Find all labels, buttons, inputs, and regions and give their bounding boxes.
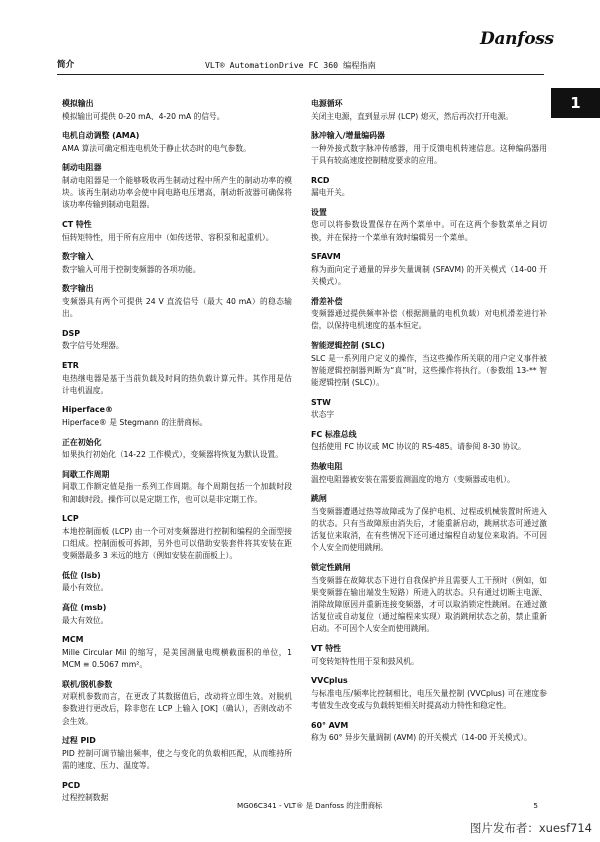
glossary-definition: 称为面向定子通量的异步矢量调制 (SFAVM) 的开关模式（14-00 开关模式）。: [311, 264, 547, 286]
glossary-entry: [311, 675, 547, 712]
glossary-definition: 当变频器遭遇过热等故障或为了保护电机、过程或机械装置时所进入的状态。只有当故障原由消失后，才能重新启动，跳闸状态可通过激活复位来取消，在有些情况下还可通过编程自动复位来取消。不可因个人安全而使用跳闸。: [311, 506, 547, 553]
glossary-term: 设置: [311, 207, 327, 217]
glossary-definition: 间歇工作额定值是指一系列工作周期。每个周期包括一个加载时段和卸载时段。操作可以是定期工作，也可以是非定期工作。: [62, 482, 292, 504]
glossary-entry: [62, 130, 292, 155]
glossary-entry: [62, 469, 292, 506]
glossary-entry: [62, 219, 292, 244]
glossary-entry: [311, 397, 547, 422]
glossary-definition: 可变转矩特性用于泵和鼓风机。: [311, 656, 419, 666]
glossary-definition: 数字输入可用于控制变频器的各项功能。: [62, 264, 201, 274]
glossary-term: 电机自动调整 (AMA): [62, 131, 140, 141]
glossary-term: Hiperface®: [62, 405, 113, 415]
glossary-entry: [311, 429, 547, 454]
glossary-term: 热敏电阻: [311, 462, 343, 472]
glossary-definition: PID 控制可调节输出频率，使之与变化的负载相匹配，从而维持所需的速度、压力、温度等。: [62, 748, 292, 770]
glossary-term: SFAVM: [311, 252, 341, 262]
glossary-definition: 过程控制数据: [62, 793, 109, 803]
glossary-entry: [62, 283, 292, 320]
glossary-term: 60° AVM: [311, 720, 349, 730]
glossary-term: 制动电阻器: [62, 163, 102, 173]
glossary-definition: 变频器具有两个可提供 24 V 直流信号（最大 40 mA）的稳态输出。: [62, 296, 292, 319]
glossary-definition: 对联机参数而言，在更改了其数据值后，改动将立即生效。对脱机参数进行更改后，除非您在 LCP 上输入 [OK]（确认），否则改动不会生效。: [62, 692, 292, 726]
glossary-definition: 当变频器在故障状态下进行自我保护并且需要人工干预时（例如，如果变频器在输出端发生短路）所进入的状态。只有通过切断主电源、消除故障原因并重新连接变频器，才可以取消锁定性跳闸。在通过激活复位或自动复位（通过编程来实现）取消跳闸状态之前，禁止重新启动。不可因个人安全而使用跳闸。: [311, 575, 547, 634]
glossary-term: 模拟输出: [62, 99, 94, 108]
glossary-term: STW: [311, 397, 331, 407]
glossary-entry: [62, 570, 292, 595]
glossary-definition: 恒转矩特性，用于所有应用中（如传送带、容积泵和起重机）。: [62, 232, 274, 242]
glossary-entry: [62, 735, 292, 772]
right-column: [311, 98, 547, 752]
glossary-entry: [311, 493, 547, 554]
glossary-term: 滑差补偿: [311, 296, 343, 306]
glossary-definition: 您可以将参数设置保存在两个菜单中。可在这两个参数菜单之间切换，并在保持一个菜单有效时编辑另一个菜单。: [311, 220, 547, 242]
watermark: 图片发布者：xuesf714: [469, 821, 592, 835]
glossary-definition: 称为 60° 异步矢量调制 (AVM) 的开关模式（14-00 开关模式）。: [311, 733, 532, 743]
glossary-term: FC 标准总线: [311, 429, 357, 439]
glossary-entry: [62, 360, 292, 397]
glossary-entry: [311, 98, 547, 123]
glossary-term: 脉冲输入/增量编码器: [311, 131, 385, 141]
glossary-term: 电源循环: [311, 99, 343, 108]
glossary-definition: Hiperface® 是 Stegmann 的注册商标。: [62, 417, 208, 427]
glossary-term: 高位 (msb): [62, 603, 107, 613]
glossary-definition: 包括使用 FC 协议或 MC 协议的 RS-485。请参阅 8-30 协议。: [311, 442, 526, 452]
glossary-term: CT 特性: [62, 220, 92, 230]
glossary-term: 过程 PID: [62, 736, 96, 746]
glossary-term: 数字输入: [62, 252, 94, 262]
glossary-term: PCD: [62, 780, 81, 790]
glossary-term: 智能逻辑控制 (SLC): [311, 341, 385, 351]
glossary-entry: [62, 251, 292, 276]
glossary-term: VT 特性: [311, 644, 342, 654]
glossary-term: LCP: [62, 514, 79, 524]
header-section: 简介: [57, 60, 75, 70]
glossary-entry: [311, 461, 547, 486]
glossary-definition: SLC 是一系列用户定义的操作，当这些操作所关联的用户定义事件被智能逻辑控制器判断为“真”时，这些操作将执行。（参数组 13-** 智能逻辑控制 (SLC)）。: [311, 353, 547, 387]
glossary-definition: 与标准电压/频率比控制相比，电压矢量控制 (VVCplus) 可在速度参考值发生改变或与负载转矩相关时提高动力特性和稳定性。: [311, 688, 547, 710]
glossary-definition: 本地控制面板 (LCP) 由一个可对变频器进行控制和编程的全面型接口组成。控制面板可拆卸，另外也可以借助安装套件将其安装在距变频器最多 3 米远的地方（例如安装在前面板上）。: [62, 526, 292, 561]
glossary-entry: [311, 175, 547, 200]
glossary-entry: [311, 340, 547, 389]
glossary-entry: [62, 679, 292, 728]
glossary-entry: [62, 634, 292, 671]
glossary-term: 联机/脱机参数: [62, 679, 113, 689]
header-title: VLT® AutomationDrive FC 360 编程指南: [205, 60, 376, 70]
glossary-entry: [311, 296, 547, 333]
glossary-definition: 一种外接式数字脉冲传感器，用于反馈电机转速信息。这种编码器用于具有较高速度控制精度要求的应用。: [311, 143, 547, 165]
glossary-entry: [311, 562, 547, 636]
glossary-term: VVCplus: [311, 676, 348, 686]
page-header: [57, 58, 544, 75]
page-number: 5: [533, 801, 538, 810]
glossary-definition: 如果执行初始化（14-22 工作模式），变频器将恢复为默认设置。: [62, 450, 283, 460]
glossary-entry: [311, 643, 547, 668]
glossary-entry: [62, 513, 292, 562]
glossary-term: 跳闸: [311, 494, 327, 504]
glossary-definition: 状态字: [311, 410, 335, 420]
glossary-term: 锁定性跳闸: [311, 563, 351, 573]
glossary-definition: 电热继电器是基于当前负载及时间的热负载计算元件。其作用是估计电机温度。: [62, 373, 292, 395]
page-footer: [57, 800, 544, 812]
glossary-term: MCM: [62, 635, 84, 645]
glossary-entry: [62, 437, 292, 462]
glossary-term: 间歇工作周期: [62, 469, 110, 479]
left-column: [62, 98, 292, 812]
glossary-definition: Mille Circular Mil 的缩写，是美国测量电缆横截面积的单位，1 MCM ≡ 0.5067 mm²。: [62, 647, 292, 669]
danfoss-logo: Danfoss: [480, 29, 554, 49]
glossary-definition: 温控电阻器被安装在需要监测温度的地方（变频器或电机）。: [311, 474, 515, 484]
glossary-entry: [62, 162, 292, 211]
glossary-term: DSP: [62, 328, 81, 338]
glossary-term: ETR: [62, 361, 79, 371]
glossary-entry: [62, 602, 292, 627]
glossary-term: RCD: [311, 175, 330, 185]
glossary-entry: [311, 251, 547, 288]
glossary-definition: 关闭主电源，直到显示屏 (LCP) 熄灭，然后再次打开电源。: [311, 111, 513, 121]
glossary-term: 低位 (lsb): [62, 570, 101, 580]
glossary-entry: [311, 130, 547, 167]
glossary-definition: 模拟输出可提供 0-20 mA、4-20 mA 的信号。: [62, 111, 225, 121]
glossary-term: 正在初始化: [62, 437, 102, 447]
glossary-entry: [311, 207, 547, 244]
glossary-entry: [62, 404, 292, 429]
glossary-term: 数字输出: [62, 284, 94, 294]
glossary-definition: 最大有效位。: [62, 615, 109, 625]
footer-text: MG06C341 - VLT® 是 Danfoss 的注册商标: [237, 801, 383, 810]
glossary-definition: 变频器通过提供频率补偿（根据测量的电机负载）对电机滑差进行补偿，以保持电机速度的基本恒定。: [311, 309, 547, 331]
glossary-definition: 最小有效位。: [62, 583, 109, 593]
glossary-definition: 制动电阻器是一个能够吸收再生制动过程中所产生的制动功率的模块。该再生制动功率会使中间电路电压增高，制动斩波器可确保将该功率传输到制动电阻器。: [62, 175, 292, 210]
glossary-definition: 数字信号处理器。: [62, 341, 124, 351]
chapter-tab: 1: [551, 88, 600, 118]
glossary-definition: AMA 算法可确定相连电机处于静止状态时的电气参数。: [62, 143, 251, 153]
glossary-entry: [62, 328, 292, 353]
glossary-entry: [62, 98, 292, 123]
glossary-definition: 漏电开关。: [311, 188, 350, 198]
glossary-entry: [311, 720, 547, 745]
